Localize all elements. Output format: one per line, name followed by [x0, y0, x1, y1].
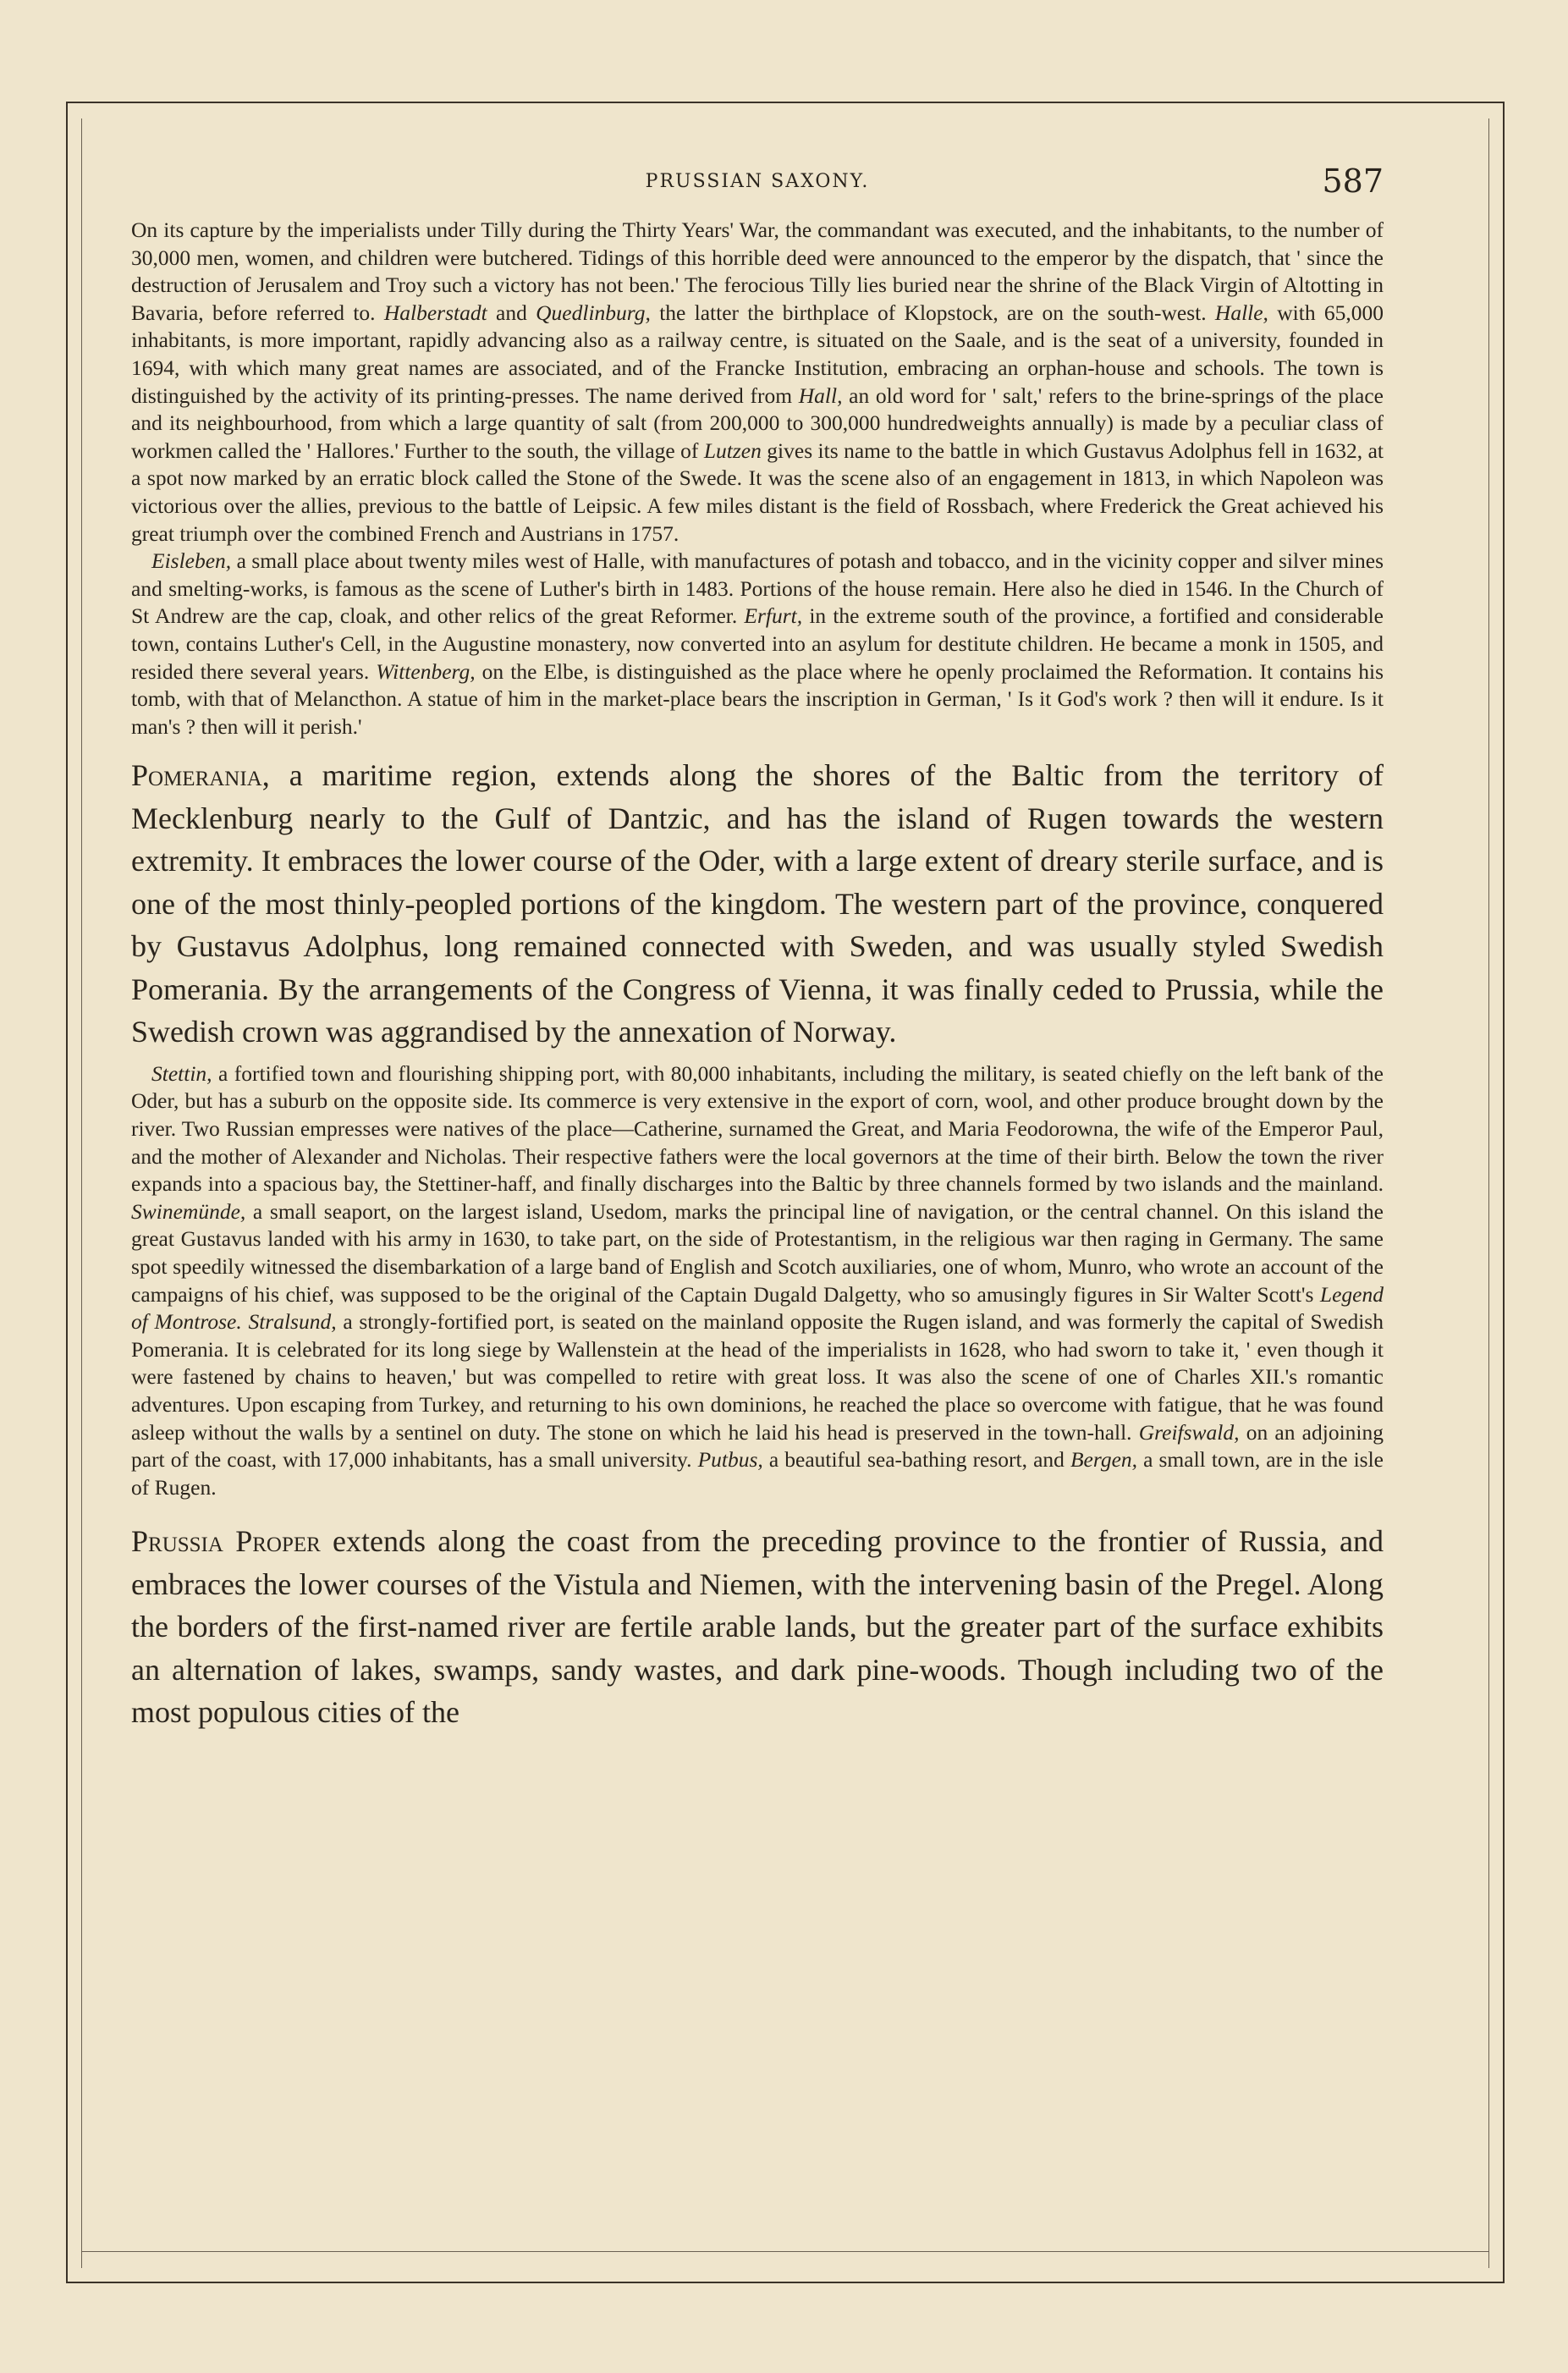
running-title: PRUSSIAN SAXONY. — [645, 171, 870, 192]
paragraph-stettin-stralsund: Stettin, a fortified town and flourishing shipping port, with 80,000 inhabitants, including the military, is seated chiefly on the left bank of the Oder, but has a suburb on the opposite side. Its commerce is very extensive in the export of corn, wool, and other produce brought down by the river. Two Russian empresses were natives of the place—Catherine, surnamed the Great, and Maria Feodorowna, the wife of the Emperor Paul, and the mother of Alexander and Nicholas. Their respective fathers were the local governors at the time of their birth. Below the town the river expands into a spacious bay, the Stettiner-haff, and finally discharges into the Baltic by three channels formed by two islands and the mainland. Swinemünde, a small seaport, on the largest island, Usedom, marks the principal line of navigation, or the central channel. On this island the great Gustavus landed with his army in 1630, to take part, on the side of Protestantism, in the religious war then raging in Germany. The same spot speedily witnessed the disembarkation of a large band of English and Scotch auxiliaries, one of whom, Munro, who wrote an account of the campaigns of his chief, was supposed to be the original of the Captain Dugald Dalgetty, who so amusingly figures in Sir Walter Scott's Legend of Montrose. Stralsund, a strongly-fortified port, is seated on the mainland opposite the Rugen island, and was formerly the capital of Swedish Pomerania. It is celebrated for its long siege by Wallenstein at the head of the imperialists in 1628, who had sworn to take it, ' even though it were fastened by chains to heaven,' but was compelled to retire with great loss. It was also the scene of one of Charles XII.'s romantic adventures. Upon escaping from Turkey, and returning to his own dominions, he reached the place so overcome with fatigue, that he was found asleep without the walls by a sentinel on duty. The stone on which he laid his head is preserved in the town-hall. Greifswald, on an adjoining part of the coast, with 17,000 inhabitants, has a small university. Putbus, a beautiful sea-bathing resort, and Bergen, a small town, are in the isle of Rugen. — [131, 1060, 1384, 1500]
page-number: 587 — [1322, 162, 1384, 200]
bottom-rule — [81, 2251, 1489, 2252]
paragraph-eisleben-erfurt-wittenberg: Eisleben, a small place about twenty miles west of Halle, with manufactures of potash and tobacco, and in the vicinity copper and silver mines and smelting-works, is famous as the scene of Luther's birth in 1483. Portions of the house remain. Here also he died in 1546. In the Church of St Andrew are the cap, cloak, and other relics of the great Reformer. Erfurt, in the extreme south of the province, a fortified and considerable town, contains Luther's Cell, in the Augustine monastery, now converted into an asylum for destitute children. He became a monk in 1505, and resided there several years. Wittenberg, on the Elbe, is distinguished as the place where he openly proclaimed the Reformation. It contains his tomb, with that of Melancthon. A statue of him in the market-place bears the inscription in German, ' Is it God's work ? then will it endure. Is it man's ? then will it perish.' — [131, 548, 1384, 739]
paragraph-prussia-proper: Prussia Proper extends along the coast from the preceding province to the frontier of Russia, and embraces the lower courses of the Vistula and Niemen, with the intervening basin of the Pregel. Along the borders of the first-named river are fertile arable lands, but the greater part of the surface exhibits an alternation of lakes, swamps, sandy wastes, and dark pine-woods. Though including two of the most populous cities of the — [131, 1524, 1384, 1730]
paragraph-pomerania: Pomerania, a maritime region, extends along the shores of the Baltic from the territory of Mecklenburg nearly to the Gulf of Dantzic, and has the island of Rugen towards the western extremity. It embraces the lower course of the Oder, with a large extent of dreary sterile surface, and is one of the most thinly-peopled portions of the kingdom. The western part of the province, conquered by Gustavus Adolphus, long remained connected with Sweden, and was usually styled Swedish Pomerania. By the arrangements of the Congress of Vienna, it was finally ceded to Prussia, while the Swedish crown was aggrandised by the annexation of Norway. — [131, 758, 1384, 1049]
running-head — [131, 162, 1384, 205]
paragraph-prussian-saxony-towns: On its capture by the imperialists under Tilly during the Thirty Years' War, the commandant was executed, and the inhabitants, to the number of 30,000 men, women, and children were butchered. Tidings of this horrible deed were announced to the emperor by the dispatch, that ' since the destruction of Jerusalem and Troy such a victory has not been.' The ferocious Tilly lies buried near the shrine of the Black Virgin of Altotting in Bavaria, before referred to. Halberstadt and Quedlinburg, the latter the birthplace of Klopstock, are on the south-west. Halle, with 65,000 inhabitants, is more important, rapidly advancing also as a railway centre, is situated on the Saale, and is the seat of a university, founded in 1694, with which many great names are associated, and of the Francke Institution, embracing an orphan-house and schools. The town is distinguished by the activity of its printing-presses. The name derived from Hall, an old word for ' salt,' refers to the brine-springs of the place and its neighbourhood, from which a large quantity of salt (from 200,000 to 300,000 hundredweights annually) is made by a peculiar class of workmen called the ' Hallores.' Further to the south, the village of Lutzen gives its name to the battle in which Gustavus Adolphus fell in 1632, at a spot now marked by an erratic block called the Stone of the Swede. It was the scene also of an engagement in 1813, in which Napoleon was victorious over the allies, previous to the battle of Leipsic. A few miles distant is the field of Rossbach, where Frederick the Great achieved his great triumph over the combined French and Austrians in 1757. — [131, 217, 1384, 546]
page-content — [131, 162, 1384, 1741]
